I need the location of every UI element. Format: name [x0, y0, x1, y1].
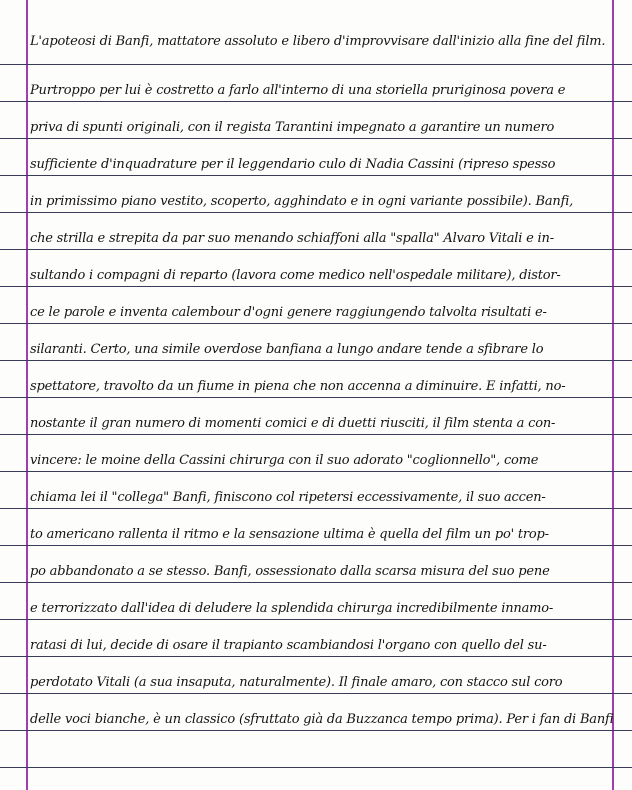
text-line: L'apoteosi di Banfi, mattatore assoluto e libero d'improvvisare dall'inizio alla fine del film.: [30, 34, 606, 49]
text-line: silaranti. Certo, una simile overdose banfiana a lungo andare tende a sfibrare lo: [30, 342, 544, 357]
text-line: che strilla e strepita da par suo menando schiaffoni alla "spalla" Alvaro Vitali e in-: [30, 231, 554, 246]
text-line: ce le parole e inventa calembour d'ogni genere raggiungendo talvolta risultati e-: [30, 305, 547, 320]
text-line: vincere: le moine della Cassini chirurga con il suo adorato "coglionnello", come: [30, 453, 539, 468]
text-line: sufficiente d'inquadrature per il leggendario culo di Nadia Cassini (ripreso spesso: [30, 157, 556, 172]
text-line: nostante il gran numero di momenti comici e di duetti riusciti, il film stenta a con-: [30, 416, 556, 431]
text-line: in primissimo piano vestito, scoperto, agghindato e in ogni variante possibile). Banfi,: [30, 194, 574, 209]
text-line: po abbandonato a se stesso. Banfi, ossessionato dalla scarsa misura del suo pene: [30, 564, 550, 579]
text-line: to americano rallenta il ritmo e la sensazione ultima è quella del film un po' trop-: [30, 527, 549, 542]
left-margin-line: [26, 0, 28, 790]
ruled-line: [0, 64, 632, 65]
text-line: ratasi di lui, decide di osare il trapianto scambiandosi l'organo con quello del su-: [30, 638, 547, 653]
text-line: priva di spunti originali, con il regista Tarantini impegnato a garantire un numero: [30, 120, 555, 135]
text-line: Purtroppo per lui è costretto a farlo all'interno di una storiella pruriginosa povera e: [30, 83, 566, 98]
text-line: perdotato Vitali (a sua insaputa, naturalmente). Il finale amaro, con stacco sul coro: [30, 675, 563, 690]
text-line: delle voci bianche, è un classico (sfruttato già da Buzzanca tempo prima). Per i fan di Banfi: [30, 712, 614, 727]
text-line: e terrorizzato dall'idea di deludere la splendida chirurga incredibilmente innamo-: [30, 601, 554, 616]
ruled-line: [0, 767, 632, 768]
text-line: sultando i compagni di reparto (lavora come medico nell'ospedale militare), distor-: [30, 268, 561, 283]
text-line: spettatore, travolto da un fiume in piena che non accenna a diminuire. E infatti, no-: [30, 379, 566, 394]
text-line: chiama lei il "collega" Banfi, finiscono col ripetersi eccessivamente, il suo accen-: [30, 490, 546, 505]
